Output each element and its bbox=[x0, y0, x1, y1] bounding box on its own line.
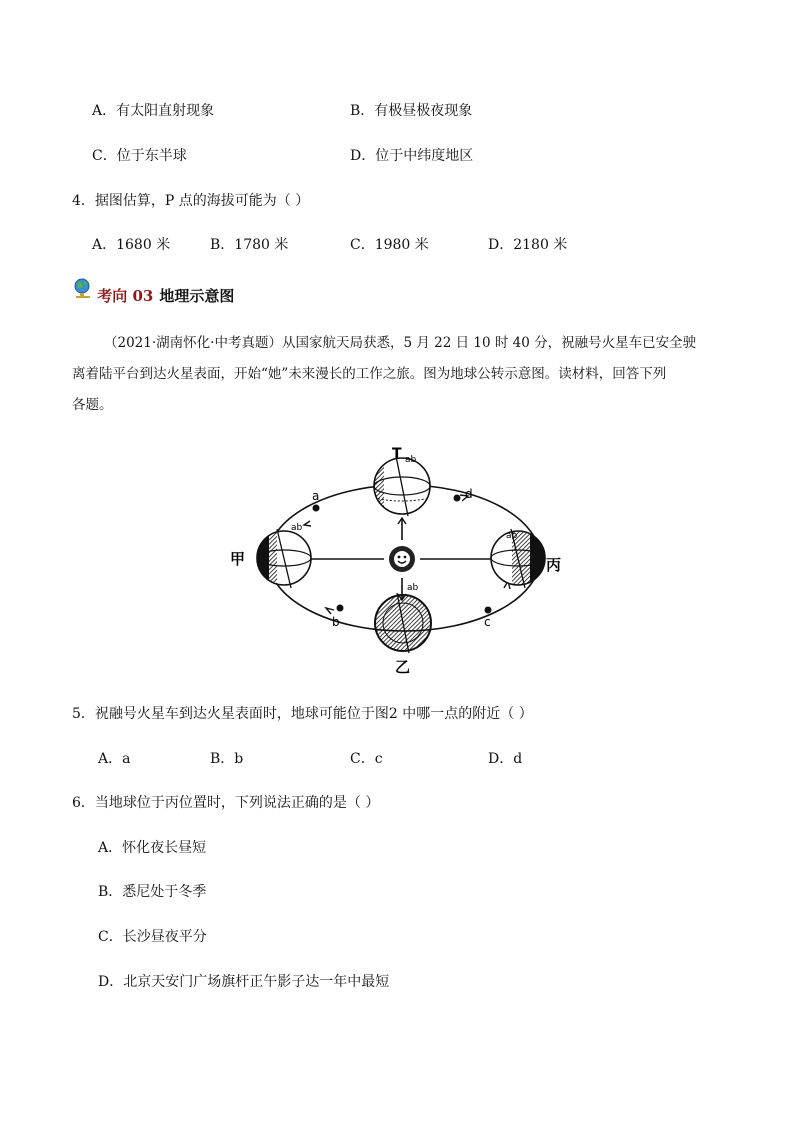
q3-option-b: B．有极昼极夜现象 bbox=[350, 103, 473, 119]
q4-option-d: D．2180 米 bbox=[488, 237, 568, 253]
q6-option-c: C．长沙昼夜平分 bbox=[98, 929, 207, 945]
q4-option-c: C．1980 米 bbox=[350, 237, 429, 253]
point-d-label: d bbox=[465, 487, 473, 501]
earth-revolution-diagram bbox=[222, 438, 572, 678]
q6-option-d: D．北京天安门广场旗杆正午影子达一年中最短 bbox=[98, 974, 390, 990]
point-a-dot bbox=[313, 505, 320, 512]
point-b-dot bbox=[337, 605, 344, 612]
axis-mark-right: ab bbox=[506, 531, 518, 541]
point-d-dot bbox=[454, 495, 461, 502]
q3-option-c: C．位于东半球 bbox=[92, 148, 187, 164]
label-bottom: 乙 bbox=[395, 658, 411, 676]
point-c-label: c bbox=[484, 615, 491, 629]
axis-mark-left: ab bbox=[291, 523, 303, 533]
section-heading bbox=[72, 285, 234, 306]
section-tag: 考向 03 bbox=[97, 287, 154, 305]
axis-mark-top: ab bbox=[405, 455, 417, 465]
label-left: 甲 bbox=[230, 550, 246, 568]
material-line-2: 离着陆平台到达火星表面，开始“她”未来漫长的工作之旅。图为地球公转示意图。读材料，回答下列 bbox=[72, 366, 667, 382]
globe-icon bbox=[72, 277, 94, 299]
point-c-dot bbox=[485, 607, 492, 614]
q6-option-b: B．悉尼处于冬季 bbox=[98, 884, 207, 900]
material-line-1: （2021·湖南怀化·中考真题）从国家航天局获悉，5 月 22 日 10 时 40 分，祝融号火星车已安全驶 bbox=[104, 335, 697, 351]
q5-option-a: A．a bbox=[98, 751, 131, 767]
section-title: 地理示意图 bbox=[159, 287, 235, 305]
q5-option-c: C．c bbox=[350, 751, 383, 767]
material-line-3: 各题。 bbox=[72, 397, 113, 413]
point-b-label: b bbox=[332, 615, 340, 629]
label-right: 丙 bbox=[546, 556, 562, 574]
orbit-arrow bbox=[304, 521, 311, 526]
q3-option-a: A．有太阳直射现象 bbox=[92, 103, 215, 119]
label-top: T bbox=[392, 446, 402, 462]
q4-stem: 4．据图估算，P 点的海拔可能为（ ） bbox=[72, 193, 310, 209]
q6-option-a: A．怀化夜长昼短 bbox=[98, 840, 207, 856]
earth-bottom bbox=[375, 593, 431, 653]
earth-right bbox=[491, 528, 547, 588]
point-a-label: a bbox=[312, 489, 320, 503]
q5-stem: 5．祝融号火星车到达火星表面时，地球可能位于图2 中哪一点的附近（ ） bbox=[72, 706, 533, 722]
q4-option-b: B．1780 米 bbox=[210, 237, 289, 253]
axis-mark-bottom: ab bbox=[407, 583, 419, 593]
q3-option-d: D．位于中纬度地区 bbox=[350, 148, 474, 164]
earth-top bbox=[372, 456, 430, 518]
q5-option-b: B．b bbox=[210, 751, 244, 767]
q6-stem: 6．当地球位于丙位置时，下列说法正确的是（ ） bbox=[72, 795, 380, 811]
orbit-arrow bbox=[326, 608, 334, 614]
earth-left bbox=[257, 528, 311, 588]
sun-icon bbox=[389, 546, 415, 572]
q5-option-d: D．d bbox=[488, 751, 523, 767]
q4-option-a: A．1680 米 bbox=[92, 237, 171, 253]
